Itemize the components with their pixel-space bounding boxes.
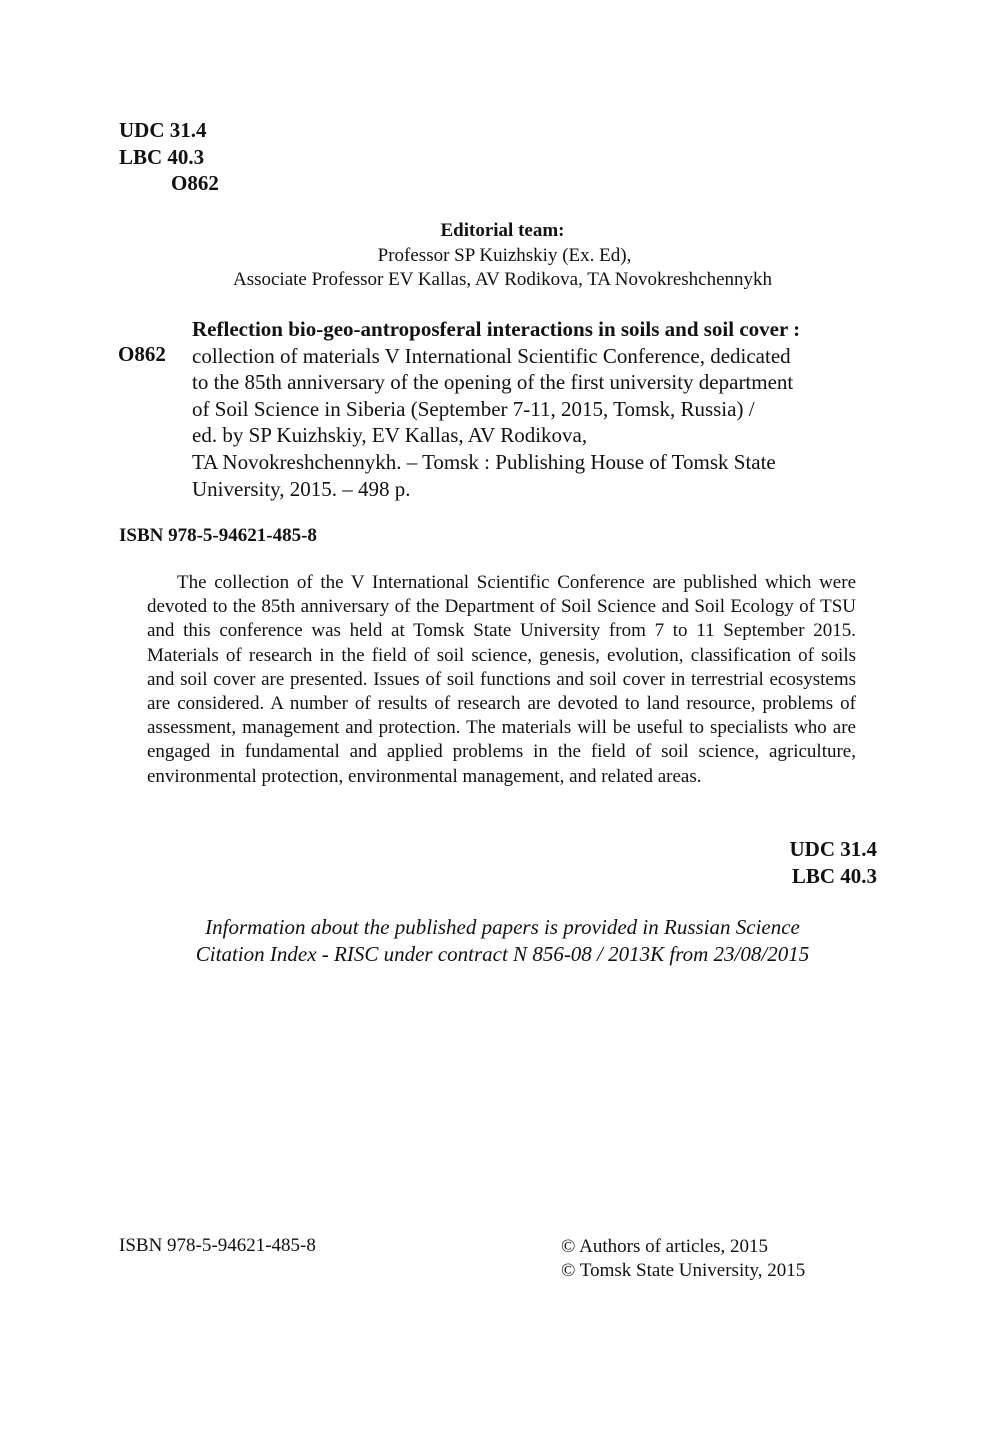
editorial-team: [0, 219, 1005, 293]
bib-line: ed. by SP Kuizhskiy, EV Kallas, AV Rodikova,: [192, 423, 588, 448]
lbc-code: LBC 40.3: [119, 144, 205, 169]
bib-line: collection of materials V International Scientific Conference, dedicated: [192, 343, 791, 368]
bib-line: to the 85th anniversary of the opening of the first university department: [192, 370, 794, 395]
bib-line: University, 2015. – 498 p.: [192, 476, 411, 501]
copyright-university: © Tomsk State University, 2015: [561, 1260, 806, 1281]
info-line-1: Information about the published papers is provided in Russian Science: [205, 915, 800, 939]
isbn-heading: ISBN 978-5-94621-485-8: [119, 525, 317, 546]
book-title: Reflection bio-geo-antroposferal interactions in soils and soil cover :: [192, 317, 801, 341]
copyright-block: [561, 1235, 805, 1283]
author-sign-code: O862: [171, 171, 219, 195]
info-line-2: Citation Index - RISC under contract N 856-08 / 2013K from 23/08/2015: [195, 941, 810, 966]
editorial-line-1: Professor SP Kuizhskiy (Ex. Ed),: [377, 244, 632, 266]
bibliography-code: O862: [118, 342, 166, 366]
bib-line: TA Novokreshchennykh. – Tomsk : Publishing House of Tomsk State: [192, 449, 776, 474]
udc-code-bottom: UDC 31.4: [789, 837, 877, 861]
lbc-code-bottom: LBC 40.3: [791, 863, 877, 888]
editorial-line-2: Associate Professor EV Kallas, AV Rodikova, TA Novokreshchennykh: [232, 269, 773, 290]
abstract-paragraph: The collection of the V International Scientific Conference are published which were devoted to the 85th anniversary of the Department of Soil Science and Soil Ecology of TSU and this conference was held at Tomsk State University from 7 to 11 September 2015. Materials of research in the field of soil science, genesis, evolution, classification of soils and soil cover are presented. Issues of soil functions and soil cover in terrestrial ecosystems are considered. A number of results of research are devoted to land resource, problems of assessment, management and protection. The materials will be useful to specialists who are engaged in fundamental and applied problems in the field of soil science, agriculture, environmental protection, environmental management, and related areas.: [147, 572, 856, 787]
udc-code: UDC 31.4: [119, 118, 207, 142]
copyright-authors: © Authors of articles, 2015: [561, 1236, 769, 1257]
classification-bottom: [760, 836, 877, 889]
bibliographic-record: [192, 316, 882, 502]
risc-info-note: [0, 914, 1005, 967]
classification-top: [119, 117, 219, 197]
footer-isbn: ISBN 978-5-94621-485-8: [119, 1235, 316, 1256]
bib-line: of Soil Science in Siberia (September 7-11, 2015, Tomsk, Russia) /: [192, 396, 755, 421]
editorial-heading: Editorial team:: [440, 220, 565, 241]
